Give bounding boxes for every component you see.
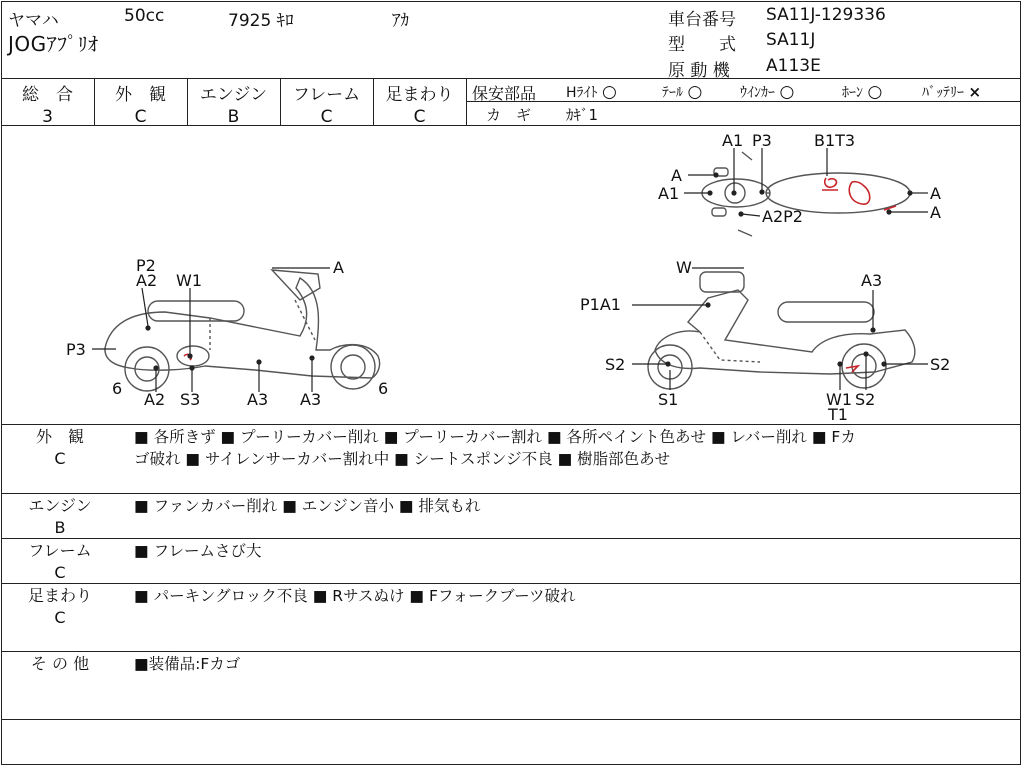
safety-item-battery — [922, 82, 981, 102]
section-exterior-text — [134, 426, 856, 470]
section-line: ■装備品:Fカゴ — [134, 655, 241, 673]
grade-value: B — [227, 107, 240, 127]
grade-exterior — [94, 80, 187, 127]
divider — [1, 651, 1021, 652]
label-s2: S2 — [605, 355, 626, 374]
divider — [1, 78, 1021, 79]
label-a: A — [930, 184, 941, 203]
color: ｱｶ — [392, 11, 409, 31]
section-line: ■ 各所きず ■ プーリーカバー削れ ■ プーリーカバー割れ ■ 各所ペイント色あせ ■ レバー削れ ■ Fカ — [134, 428, 856, 446]
label-6: 6 — [112, 379, 123, 398]
engine-label: 原 動 機 — [668, 61, 730, 81]
label-w: W — [676, 258, 692, 277]
label-w1: W1 — [176, 271, 202, 290]
section-grade: C — [54, 449, 66, 468]
divider — [466, 78, 467, 125]
section-frame-label — [4, 540, 116, 584]
label-p2: P2 — [136, 256, 156, 275]
label-a1: A1 — [722, 131, 744, 150]
section-grade: C — [54, 563, 66, 582]
section-line: ■ ファンカバー削れ ■ エンジン音小 ■ 排気もれ — [134, 497, 481, 515]
safety-item-horn — [842, 82, 882, 102]
section-label: フレーム — [28, 541, 92, 560]
divider — [1, 493, 1021, 494]
grade-value: C — [413, 107, 426, 127]
label-a: A — [333, 258, 344, 277]
safety-mark: × — [968, 83, 982, 101]
label-s2: S2 — [930, 355, 951, 374]
label-w1: W1 — [826, 390, 852, 409]
type-value: SA11J — [766, 30, 816, 50]
frame-no: SA11J-129336 — [766, 5, 886, 25]
label-a3: A3 — [300, 390, 322, 409]
label-s1: S1 — [658, 390, 679, 409]
label-a3: A3 — [247, 390, 269, 409]
section-label: 外 観 — [35, 427, 84, 446]
section-frame-text — [134, 540, 261, 562]
damage-diagram — [0, 126, 1024, 424]
section-engine-label — [4, 495, 116, 539]
label-a: A — [930, 203, 941, 222]
model-name: JOGｱﾌﾟﾘｵ — [8, 32, 99, 56]
grade-value: C — [134, 107, 147, 127]
section-label: エンジン — [28, 496, 92, 515]
label-a3: A3 — [861, 271, 883, 290]
safety-item-name: ﾃｰﾙ — [662, 85, 683, 101]
grade-engine — [187, 80, 280, 127]
divider — [1, 538, 1021, 539]
section-grade: B — [54, 518, 66, 537]
key-label: カ ギ — [486, 106, 532, 124]
safety-item-name: ｳｲﾝｶｰ — [740, 85, 775, 101]
grade-value: C — [320, 107, 333, 127]
label-b1t3: B1T3 — [814, 131, 856, 150]
safety-item-winker — [740, 82, 794, 102]
mileage: 7925 ｷﾛ — [228, 11, 294, 31]
maker: ヤマハ — [8, 11, 59, 31]
label-a1: A1 — [658, 184, 680, 203]
divider — [1, 583, 1021, 584]
section-other-text — [134, 653, 240, 675]
grade-label: フレーム — [292, 85, 361, 105]
frame-no-label: 車台番号 — [668, 10, 736, 30]
section-engine-text — [134, 495, 481, 517]
safety-mark: ○ — [601, 82, 617, 102]
section-suspension-label — [4, 585, 116, 629]
safety-mark: ○ — [779, 82, 795, 102]
label-p3: P3 — [66, 340, 86, 359]
label-s3: S3 — [180, 390, 201, 409]
safety-item-name: ﾎｰﾝ — [842, 85, 863, 101]
label-a2: A2 — [136, 271, 158, 290]
label-a: A — [671, 166, 682, 185]
section-label: 足まわり — [27, 586, 92, 605]
section-line: ■ フレームさび大 — [134, 542, 262, 560]
section-exterior-label — [4, 426, 116, 470]
safety-mark: ○ — [867, 82, 883, 102]
grade-label: 総 合 — [22, 85, 73, 105]
safety-mark: ○ — [687, 82, 703, 102]
grade-label: エンジン — [199, 85, 268, 105]
section-line: ゴ破れ ■ サイレンサーカバー割れ中 ■ シートスポンジ不良 ■ 樹脂部色あせ — [134, 450, 671, 468]
grade-label: 外 観 — [115, 85, 166, 105]
section-line: ■ パーキングロック不良 ■ Rサスぬけ ■ Fフォークブーツ破れ — [134, 587, 576, 605]
section-suspension-text — [134, 585, 576, 607]
section-label: そ の 他 — [30, 654, 90, 673]
divider — [1, 719, 1021, 720]
label-a2: A2 — [144, 390, 166, 409]
grade-frame — [280, 80, 373, 127]
safety-item-name: ﾊﾞｯﾃﾘｰ — [922, 85, 964, 101]
divider — [1, 424, 1021, 425]
grade-overall — [1, 80, 94, 127]
type-label: 型 式 — [668, 35, 736, 55]
section-other-label — [4, 653, 116, 675]
safety-label: 保安部品 — [472, 84, 537, 103]
grade-suspension — [373, 80, 466, 127]
grade-label: 足まわり — [385, 85, 454, 105]
section-grade: C — [54, 608, 66, 627]
safety-item-name: Hﾗｲﾄ — [566, 85, 598, 101]
label-6: 6 — [378, 379, 389, 398]
label-p1a1: P1A1 — [580, 295, 621, 314]
grade-value: 3 — [42, 107, 53, 127]
key-value: ｶｷﾞ1 — [566, 106, 599, 124]
engine-value: A113E — [766, 56, 821, 76]
safety-item-headlight — [566, 82, 617, 102]
label-a2p2: A2P2 — [762, 207, 803, 226]
label-s2: S2 — [855, 390, 876, 409]
safety-item-tail — [662, 82, 702, 102]
label-p3: P3 — [752, 131, 772, 150]
displacement: 50cc — [124, 6, 165, 26]
label-t1: T1 — [828, 405, 848, 424]
